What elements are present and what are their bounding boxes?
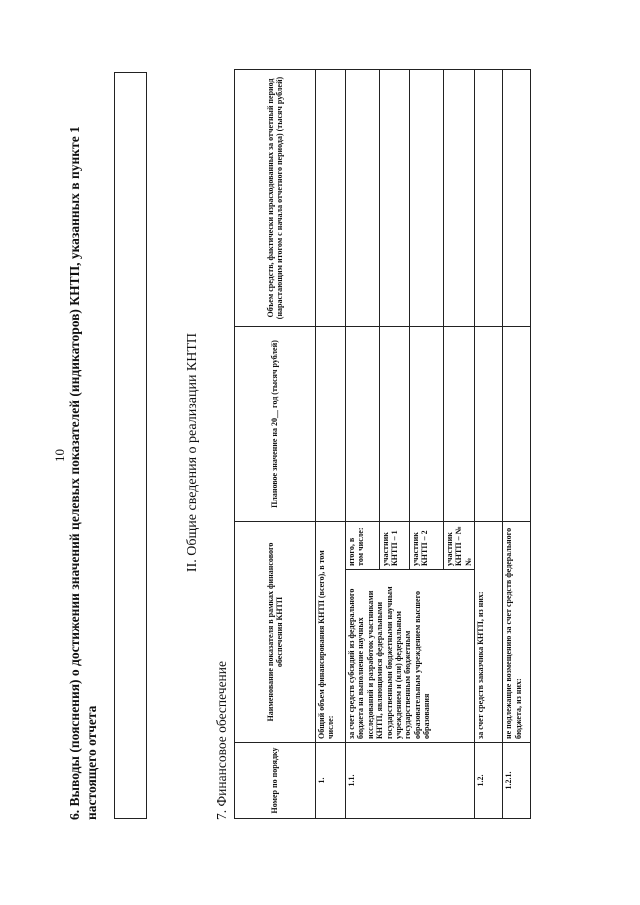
page-number: 10 — [52, 449, 67, 462]
row-number: 1.1. — [346, 743, 475, 819]
part-2-title: II. Общие сведения о реализации КНТП — [185, 332, 200, 573]
section-6-answer-box — [114, 72, 147, 819]
sub-label-participant-n: участник КНТП – №№ — [444, 521, 475, 569]
header-actual: Объем средств, фактически израсходованных за отчетный период (нарастающим итогом с начала отчетного периода) (тысяч рублей) — [235, 69, 316, 326]
planned-cell — [410, 326, 444, 521]
financial-table — [234, 69, 531, 819]
actual-cell — [444, 69, 475, 326]
row-name: за счет средств субсидий из федерального бюджета на выполнение научных исследований и разработок участниками КНТП, являющимися федеральными государственными бюджетными научным учреждением и (или) федеральным государственным бюджетным образовательным учреждением высшего образования — [346, 570, 475, 743]
row-name: не подлежащие возмещению за счет средств федерального бюджета, из них: — [503, 521, 531, 742]
planned-cell — [475, 326, 503, 521]
header-name: Наименование показателя в рамках финансового обеспечения КНТП — [235, 521, 316, 742]
section-7-title: 7. Финансовое обеспечение — [214, 660, 229, 820]
table-row — [503, 69, 531, 818]
actual-cell — [380, 69, 410, 326]
actual-cell — [410, 69, 444, 326]
table-header-row — [235, 69, 316, 818]
table-row — [346, 69, 380, 818]
actual-cell — [346, 69, 380, 326]
actual-cell — [503, 69, 531, 326]
planned-cell — [380, 326, 410, 521]
sub-label-total: итого, в том числе: — [346, 521, 380, 569]
row-number: 1.2. — [475, 743, 503, 819]
actual-cell — [316, 69, 346, 326]
row-name: Общий объем финансирования КНТП (всего), в том числе: — [316, 521, 346, 742]
header-number: Номер по порядку — [235, 743, 316, 819]
row-name: за счет средств заказчика КНТП, из них: — [475, 521, 503, 742]
table-row — [475, 69, 503, 818]
sub-label-participant-2: участник КНТП – 2 — [410, 521, 444, 569]
planned-cell — [316, 326, 346, 521]
sub-label-participant-1: участник КНТП – 1 — [380, 521, 410, 569]
row-number: 1. — [316, 743, 346, 819]
section-6-title: 6. Выводы (пояснения) о достижении значений целевых показателей (индикаторов) КНТП, указанных в пункте 1 настоящего отчета — [67, 126, 99, 820]
header-planned: Плановое значение на 20__ год (тысяч рублей) — [235, 326, 316, 521]
row-number: 1.2.1. — [503, 743, 531, 819]
actual-cell — [475, 69, 503, 326]
planned-cell — [346, 326, 380, 521]
planned-cell — [503, 326, 531, 521]
planned-cell — [444, 326, 475, 521]
table-row — [316, 69, 346, 818]
